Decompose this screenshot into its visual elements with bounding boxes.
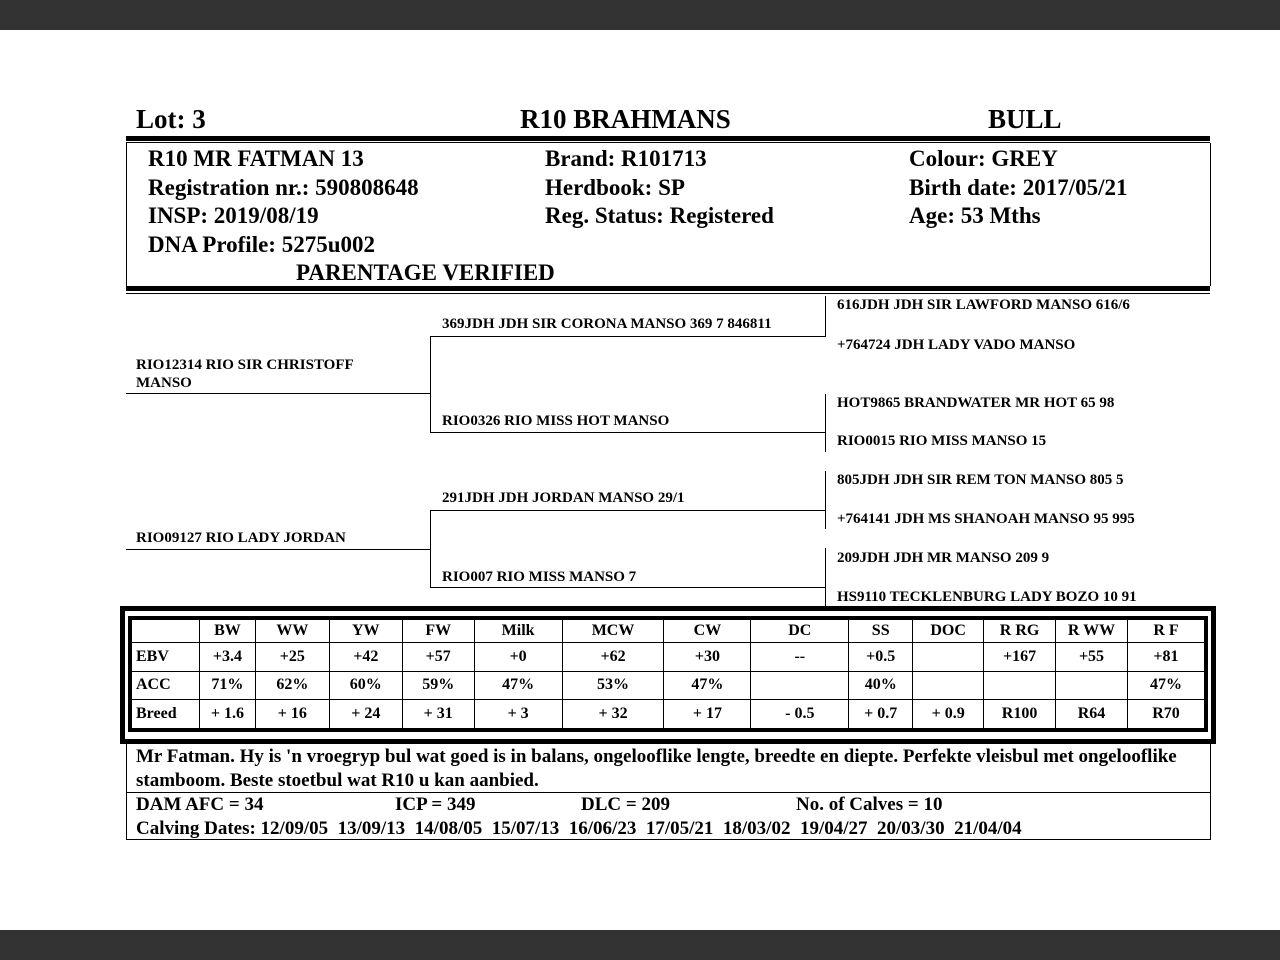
sire-dam-line [430,432,826,433]
pedigree-dam-dam: RIO007 RIO MISS MANSO 7 [442,569,637,585]
sire-line [126,393,431,394]
acc-cell [984,671,1056,700]
ggp-bracket-4 [825,548,826,606]
ebv-col-header: DOC [913,620,984,643]
dam-afc: DAM AFC = 34 [136,794,264,815]
registration-number: Registration nr.: 590808648 [148,175,419,200]
lot-label: Lot: [136,104,186,134]
breed-cell: + 0.9 [913,700,984,729]
pedigree-ggp: 616JDH JDH SIR LAWFORD MANSO 616/6 [837,297,1130,313]
ebv-cell: +0.5 [849,643,913,672]
acc-cell: 60% [329,671,402,700]
ebv-cell: +62 [562,643,664,672]
herd-name: R10 BRAHMANS [520,104,731,134]
ebv-cell: -- [751,643,849,672]
colour: Colour: GREY [909,146,1058,171]
herdbook: Herdbook: SP [545,175,685,200]
lot-label-group [136,104,206,135]
ebv-cell: +30 [664,643,751,672]
pedigree-sire-sire: 369JDH JDH SIR CORONA MANSO 369 7 846811 [442,316,772,332]
acc-cell: 71% [199,671,255,700]
breed-row-label: Breed [132,700,200,729]
reg-status: Reg. Status: Registered [545,203,774,228]
breed-cell: + 31 [402,700,474,729]
breed-cell: + 3 [474,700,562,729]
ebv-col-header: R F [1127,620,1204,643]
ebv-cell: +0 [474,643,562,672]
breed-cell: R64 [1056,700,1128,729]
dam-icp: ICP = 349 [395,794,476,815]
dam-dlc: DLC = 209 [581,794,670,815]
insp-date: INSP: 2019/08/19 [148,203,319,228]
acc-cell: 47% [664,671,751,700]
ebv-col-header: WW [255,620,329,643]
dam-line [126,549,431,550]
ebv-table [131,619,1205,729]
sire-bracket [430,336,431,432]
age: Age: 53 Mths [909,203,1041,228]
ebv-header-row [132,620,1205,643]
ebv-row-label: EBV [132,643,200,672]
ebv-cell [913,643,984,672]
ebv-cell: +42 [329,643,402,672]
info-rule-thin [126,293,1210,294]
acc-cell [751,671,849,700]
ebv-cell: +81 [1127,643,1204,672]
breed-cell: - 0.5 [751,700,849,729]
ggp-bracket-1 [825,296,826,336]
animal-name: R10 MR FATMAN 13 [148,146,364,171]
breed-cell: + 17 [664,700,751,729]
animal-sex: BULL [988,104,1062,134]
ggp-bracket-2 [825,394,826,452]
breed-cell: + 0.7 [849,700,913,729]
acc-cell: 47% [1127,671,1204,700]
acc-cell: 40% [849,671,913,700]
brand: Brand: R101713 [545,146,707,171]
acc-cell [1056,671,1128,700]
ebv-col-header: FW [402,620,474,643]
acc-cell: 47% [474,671,562,700]
ebv-col-header [132,620,200,643]
ebv-col-header: BW [199,620,255,643]
acc-cell: 53% [562,671,664,700]
birth-date: Birth date: 2017/05/21 [909,175,1128,200]
breed-cell: R70 [1127,700,1204,729]
breed-row [132,700,1205,729]
breed-cell: R100 [984,700,1056,729]
ebv-cell: +55 [1056,643,1128,672]
pedigree-sire: RIO12314 RIO SIR CHRISTOFF MANSO [136,357,354,391]
ebv-cell: +167 [984,643,1056,672]
pedigree-sire-dam: RIO0326 RIO MISS HOT MANSO [442,413,670,429]
pedigree-dam: RIO09127 RIO LADY JORDAN [136,530,346,546]
pedigree-dam-sire: 291JDH JDH JORDAN MANSO 29/1 [442,490,685,506]
ebv-col-header: R WW [1056,620,1128,643]
pedigree-ggp: HOT9865 BRANDWATER MR HOT 65 98 [837,395,1115,411]
ggp-bracket-3 [825,471,826,529]
info-border-right [1210,143,1211,286]
ebv-col-header: R RG [984,620,1056,643]
info-border-left [126,143,127,286]
ebv-col-header: SS [849,620,913,643]
ebv-cell: +25 [255,643,329,672]
ebv-cell: +57 [402,643,474,672]
comment-text: Mr Fatman. Hy is 'n vroegryp bul wat goed is in balans, ongelooflike lengte, breedte en diepte. Perfekte vleisbul met ongelooflike stamboom. Beste stoetbul wat R10 u kan aanbied. [136,746,1177,791]
pedigree-ggp: +764141 JDH MS SHANOAH MANSO 95 995 [837,511,1135,527]
acc-cell: 59% [402,671,474,700]
info-rule [126,286,1210,291]
ebv-col-header: Milk [474,620,562,643]
breed-cell: + 1.6 [199,700,255,729]
header-rule [126,136,1210,141]
breed-cell: + 32 [562,700,664,729]
pedigree-ggp: 805JDH JDH SIR REM TON MANSO 805 5 [837,472,1124,488]
ebv-col-header: MCW [562,620,664,643]
dam-dam-line [430,587,826,588]
acc-row [132,671,1205,700]
dam-bracket [430,510,431,587]
lot-number: 3 [192,104,206,134]
ebv-col-header: CW [664,620,751,643]
acc-cell: 62% [255,671,329,700]
pedigree-ggp: 209JDH JDH MR MANSO 209 9 [837,550,1050,566]
breed-cell: + 24 [329,700,402,729]
acc-row-label: ACC [132,671,200,700]
dam-sire-line [430,510,826,511]
header-rule-thin [126,142,1210,143]
top-dark-bar [0,0,1280,30]
parentage-verified: PARENTAGE VERIFIED [296,260,555,285]
calving-dates: Calving Dates: 12/09/05 13/09/13 14/08/05 15/07/13 16/06/23 17/05/21 18/03/02 19/04/27 20/03/30 21/04/04 [136,818,1022,839]
ebv-cell: +3.4 [199,643,255,672]
breed-cell: + 16 [255,700,329,729]
ebv-col-header: YW [329,620,402,643]
pedigree-ggp: +764724 JDH LADY VADO MANSO [837,337,1076,353]
bottom-dark-bar [0,930,1280,960]
ebv-col-header: DC [751,620,849,643]
comment-divider [126,792,1211,793]
pedigree-ggp: HS9110 TECKLENBURG LADY BOZO 10 91 [837,589,1137,605]
pedigree-ggp: RIO0015 RIO MISS MANSO 15 [837,433,1047,449]
ebv-row [132,643,1205,672]
sire-sire-line [430,336,826,337]
dna-profile: DNA Profile: 5275u002 [148,232,376,257]
acc-cell [913,671,984,700]
dam-calves: No. of Calves = 10 [796,794,943,815]
